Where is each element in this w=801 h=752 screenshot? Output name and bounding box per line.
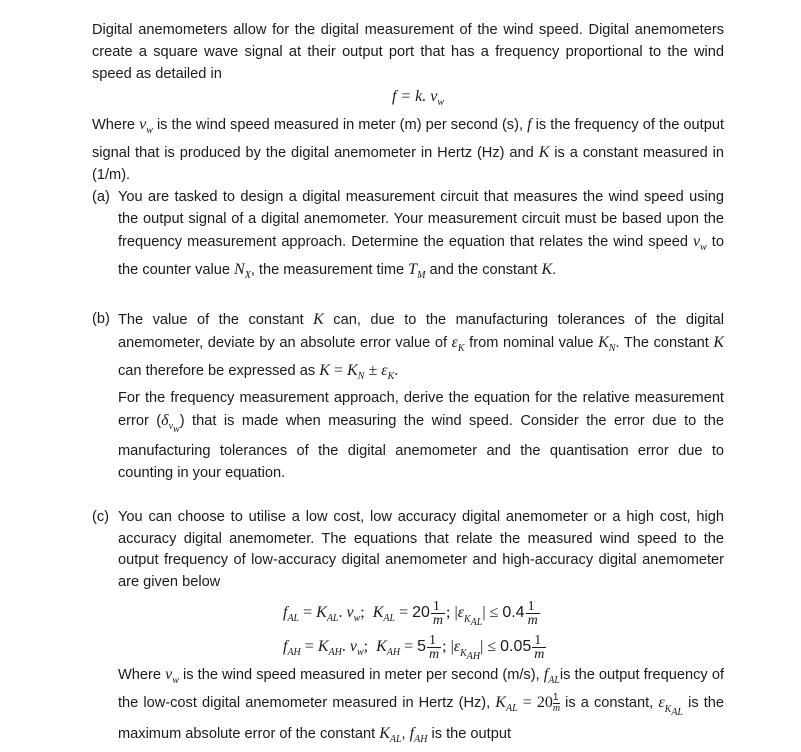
document-page bbox=[92, 20, 724, 752]
question-b-label: (b) bbox=[92, 310, 110, 327]
question-c-where: Where $v_w$ is the wind speed measured in meter per second (m/s), $f_{AL}is$ the output frequency of the low-cost digital anemometer measured in Hertz (Hz), $K_{AL} = 20$ $\frac{1}{m}$ is a constant, $\varepsilon_{K_{AL}}$ is the maximum absolute error of the constant $K_{AL}$, $f_{AH}$ is the output bbox=[118, 666, 724, 746]
question-c-label: (c) bbox=[92, 508, 110, 525]
intro-where-paragraph: Where $v_w$ is the wind speed measured in meter (m) per second (s), f is the frequency of the output signal that is produced by the digital anemometer in Hertz (Hz) and K is a constant measured in (1/m). bbox=[92, 115, 725, 183]
question-a: (a) You are tasked to design a digital measurement circuit that measures the wind speed using the output signal of a digital anemometer. Your measurement circuit must be based upon the frequency measurement approach. Determine the equation that relates the wind speed $v_w$ to the counter value $N_X$, the measurement time $T_M$ and the constant K. bbox=[92, 188, 724, 281]
main-equation: f = k. $v_w$ bbox=[391, 87, 445, 108]
equation-high-accuracy: $f_{AH} = K_{AH}$. $v_w$; $K_{AH} = 5$ $\frac{1}{m}$ ; $|\varepsilon_{K_{AH}}| \le 0.05$ $\frac{1}{m}$ bbox=[283, 633, 545, 663]
intro-paragraph bbox=[92, 20, 724, 86]
intro-text: Digital anemometers allow for the digital measurement of the wind speed. Digital anemometers create a square wave signal at their output port that has a frequency proportional to the wind speed as detailed in bbox=[92, 22, 724, 82]
question-b: (b) The value of the constant K can, due to the manufacturing tolerances of the digital anemometer, deviate by an absolute error value of $\varepsilon_K$ from nominal value $K_N$. The constant K can therefore be expressed as $K = K_N \pm \varepsilon_K$. For the frequency measurement approach, derive the equation for the relative measurement error $(\delta_{v_w})$ that is made when measuring the wind speed. Consider the error due to the manufacturing tolerances of the digital anemometer and the quantisation error due to counting in your equation. bbox=[92, 310, 725, 481]
equation-low-accuracy: $f_{AL} = K_{AL}$. $v_w$; $K_{AL} = 20$ $\frac{1}{m}$ ; $|\varepsilon_{K_{AL}}| \le 0.4$ $\frac{1}{m}$ bbox=[283, 599, 538, 629]
question-a-label: (a) bbox=[92, 188, 110, 205]
anemometer-equations bbox=[118, 598, 724, 664]
question-c: (c) You can choose to utilise a low cost, low accuracy digital anemometer or a high cost, high accuracy digital anemometer. The equations that relate the measured wind speed to the output frequency of low-accuracy digital anemometer and high-accuracy digital anemometer are given below $f_{AL} = K_{AL}$. $v_w$; $K_{AL} = 20$ $\frac{1}{m}$ ; $|\varepsilon_{K_{AL}}| \le 0.4$ $\frac{1}{m}$ $f_{AH} = K_{AH}$. $v_w$; $K_{AH} = 5$ $\frac{1}{m}$ ; $|\varepsilon_{K_{AH}}| \le 0.05$ $\frac{1}{m}$ Where $v_w$ is the wind speed measured in meter per second (m/s), $f_{AL}is$ the output frequency of the low-cost digital anemometer measured in Hertz (Hz), $K_{AL} = 20$ $\frac{1}{m}$ is a constant, $\varepsilon_{K_{AL}}$ is the maximum absolute error of the constant $K_{AL}$, $f_{AH}$ is the output bbox=[92, 507, 724, 752]
